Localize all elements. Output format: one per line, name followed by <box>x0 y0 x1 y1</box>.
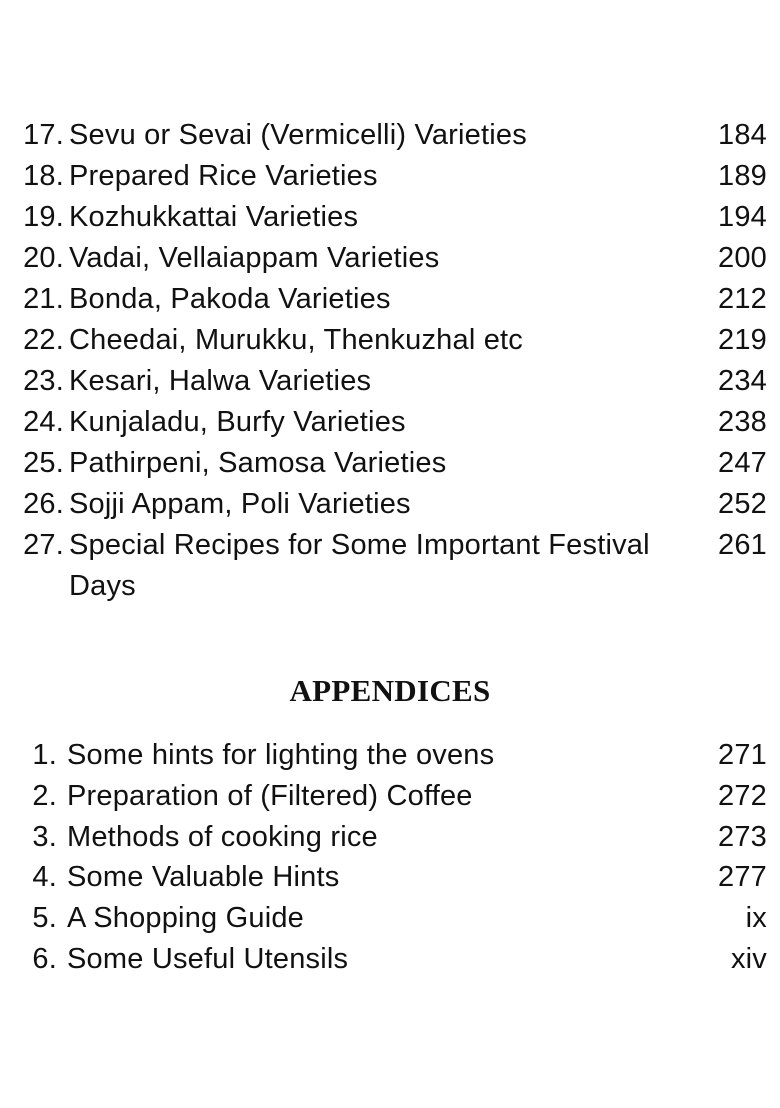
entry-page: 200 <box>718 242 767 274</box>
entry-number: 18. <box>23 160 64 192</box>
entry-title: Kozhukkattai Varieties <box>69 201 359 233</box>
entry-page: 184 <box>718 119 767 151</box>
appendix-entry <box>0 939 780 980</box>
entry-page: 238 <box>718 406 767 438</box>
entry-title: Cheedai, Murukku, Thenkuzhal etc <box>69 324 524 356</box>
entry-title: A Shopping Guide <box>67 902 304 935</box>
entry-number: 21. <box>23 283 64 315</box>
entry-number: 2. <box>32 779 57 812</box>
appendix-entry <box>0 857 780 898</box>
toc-entry <box>0 525 780 607</box>
entry-page: 277 <box>718 861 767 894</box>
entry-number: 1. <box>32 739 57 771</box>
appendix-entry <box>0 776 780 817</box>
entry-page: 189 <box>718 160 767 192</box>
entry-title: Some Valuable Hints <box>67 861 340 894</box>
entry-page: 261 <box>718 529 767 561</box>
entry-number: 5. <box>32 902 57 935</box>
toc-entry <box>0 443 780 484</box>
entry-title: Bonda, Pakoda Varieties <box>69 283 391 315</box>
toc-entry <box>0 115 780 156</box>
toc-entry <box>0 484 780 525</box>
appendices-heading: APPENDICES <box>289 673 491 708</box>
entry-number: 6. <box>32 942 57 975</box>
entry-number: 17. <box>23 119 64 151</box>
entry-number: 27. <box>23 529 64 561</box>
appendix-entry <box>0 817 780 858</box>
toc-entry <box>0 361 780 402</box>
entry-page: 247 <box>718 447 767 479</box>
entry-page: 271 <box>718 739 767 771</box>
entry-title: Sojji Appam, Poli Varieties <box>69 488 411 520</box>
entry-title: Kunjaladu, Burfy Varieties <box>69 406 406 438</box>
appendix-entry <box>0 898 780 939</box>
toc-entry <box>0 279 780 320</box>
entry-number: 20. <box>23 242 64 274</box>
entry-title: Kesari, Halwa Varieties <box>69 365 372 397</box>
entry-page: 272 <box>718 779 767 812</box>
toc-entry <box>0 402 780 443</box>
entry-page: 212 <box>718 283 767 315</box>
appendices-list <box>0 735 780 980</box>
entry-title: Some hints for lighting the ovens <box>67 739 495 771</box>
entry-title: Methods of cooking rice <box>67 820 378 853</box>
entry-number: 25. <box>23 447 64 479</box>
toc-entry <box>0 320 780 361</box>
entry-title: Preparation of (Filtered) Coffee <box>67 779 473 812</box>
entry-title: Some Useful Utensils <box>67 942 349 975</box>
entry-title: Special Recipes for Some Important Festival Days <box>69 529 650 602</box>
toc-entry <box>0 197 780 238</box>
entry-title: Sevu or Sevai (Vermicelli) Varieties <box>69 119 527 151</box>
entry-number: 3. <box>32 820 57 853</box>
toc-entry <box>0 238 780 279</box>
entry-title: Vadai, Vellaiappam Varieties <box>69 242 440 274</box>
entry-number: 23. <box>23 365 64 397</box>
entry-title: Prepared Rice Varieties <box>69 160 378 192</box>
entry-number: 24. <box>23 406 64 438</box>
entry-number: 19. <box>23 201 64 233</box>
entry-page: 252 <box>718 488 767 520</box>
toc-entry <box>0 156 780 197</box>
entry-page: ix <box>745 902 767 935</box>
entry-page: 273 <box>718 820 767 853</box>
contents-list <box>0 115 780 607</box>
entry-page: 219 <box>718 324 767 356</box>
entry-number: 4. <box>32 861 57 894</box>
entry-page: 194 <box>718 201 767 233</box>
entry-title: Pathirpeni, Samosa Varieties <box>69 447 447 479</box>
appendix-entry <box>0 735 780 776</box>
entry-number: 22. <box>23 324 64 356</box>
entry-page: 234 <box>718 365 767 397</box>
entry-page: xiv <box>730 942 767 975</box>
entry-number: 26. <box>23 488 64 520</box>
